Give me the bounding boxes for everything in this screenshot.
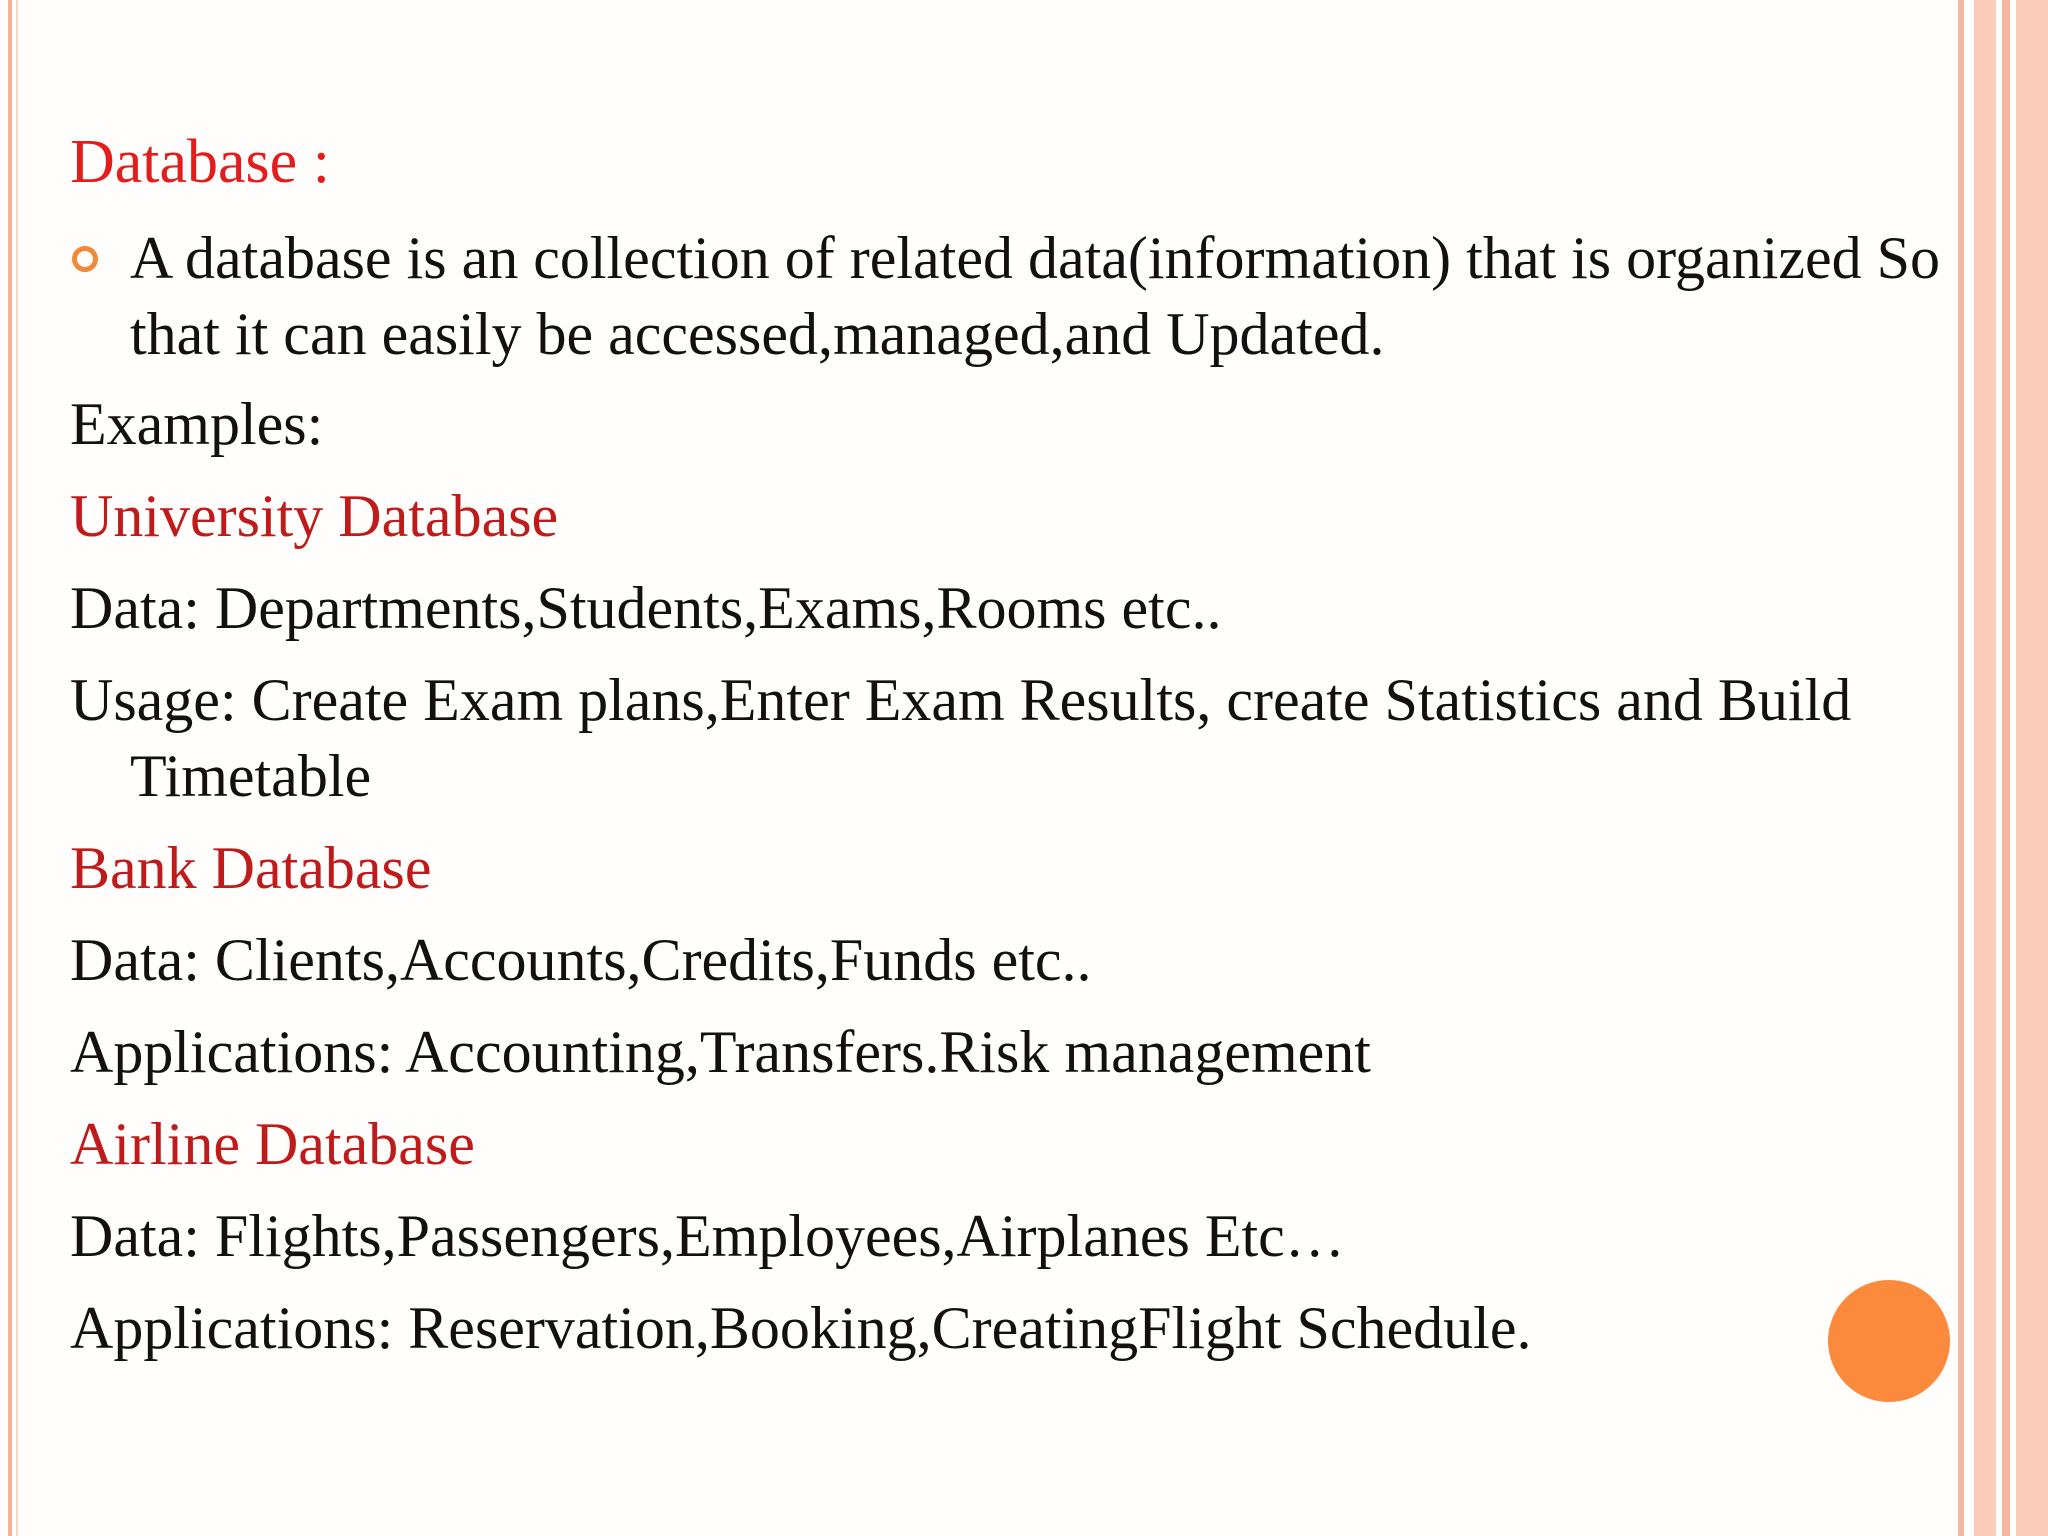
- slide-title: Database :: [70, 128, 330, 196]
- bank-applications-line: Applications: Accounting,Transfers.Risk management: [70, 1019, 1371, 1085]
- left-border-inner: [16, 0, 18, 1536]
- right-stripe: [1964, 0, 1974, 1536]
- slide-content: [70, 124, 1950, 1382]
- left-border: [8, 0, 12, 1536]
- section-heading-university: University Database: [70, 483, 559, 549]
- circle-bullet-icon: [72, 246, 98, 272]
- airline-applications-line: Applications: Reservation,Booking,CreatingFlight Schedule.: [70, 1295, 1532, 1361]
- definition-bullet: [70, 220, 1950, 372]
- right-stripe: [2016, 0, 2048, 1536]
- right-stripe: [2002, 0, 2010, 1536]
- definition-text: A database is an collection of related data(information) that is organized So that it can easily be accessed,managed,and Updated.: [130, 225, 1940, 367]
- bank-data-line: Data: Clients,Accounts,Credits,Funds etc..: [70, 927, 1092, 993]
- right-stripe: [1974, 0, 1996, 1536]
- university-usage-line: Usage: Create Exam plans,Enter Exam Results, create Statistics and Build Timetable: [70, 667, 1852, 809]
- examples-label: Examples:: [70, 391, 324, 457]
- section-heading-bank: Bank Database: [70, 835, 432, 901]
- section-heading-airline: Airline Database: [70, 1111, 475, 1177]
- airline-data-line: Data: Flights,Passengers,Employees,Airplanes Etc…: [70, 1203, 1345, 1269]
- university-data-line: Data: Departments,Students,Exams,Rooms etc..: [70, 575, 1222, 641]
